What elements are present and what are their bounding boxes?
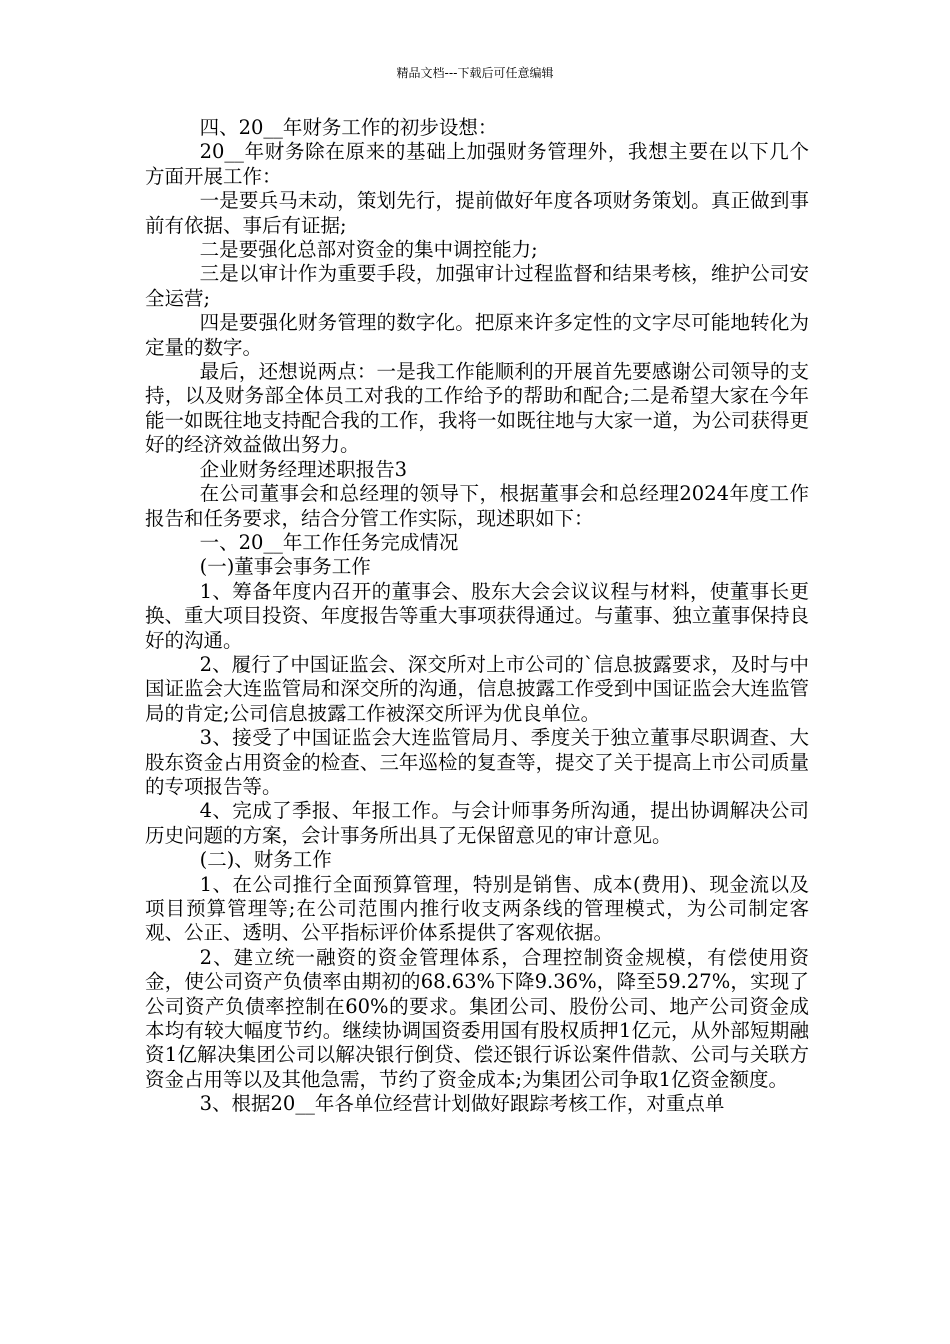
paragraph: 四、20__年财务工作的初步设想：	[199, 116, 498, 139]
paragraph: 2、建立统一融资的资金管理体系，合理控制资金规模，有偿使用资金，使公司资产负债率由期初的68.63%下降9.36%，降至59.27%，实现了公司资产负债率控制在60%的要求。集团公司、股份公司、地产公司资金成本均有较大幅度节约。继续协调国资委用国有股权质押1亿元，从外部短期融资1亿解决集团公司以解决银行倒贷、偿还银行诉讼案件借款、公司与关联方资金占用等以及其他急需，节约了资金成本;为集团公司争取1亿资金额度。	[145, 945, 809, 1091]
paragraph: 3、根据20__年各单位经营计划做好跟踪考核工作，对重点单	[199, 1092, 725, 1116]
paragraph: 在公司董事会和总经理的领导下，根据董事会和总经理2024年度工作报告和任务要求，结合分管工作实际，现述职如下：	[145, 482, 809, 530]
document-body	[145, 116, 809, 1117]
paragraph: 2、履行了中国证监会、深交所对上市公司的`信息披露要求，及时与中国证监会大连监管局和深交所的沟通，信息披露工作受到中国证监会大连监管局的肯定;公司信息披露工作被深交所评为优良单位。	[145, 652, 809, 725]
paragraph: 三是以审计作为重要手段，加强审计过程监督和结果考核，维护公司安全运营;	[145, 262, 809, 310]
paragraph: 四是要强化财务管理的数字化。把原来许多定性的文字尽可能地转化为定量的数字。	[145, 311, 809, 359]
heading: 一、20__年工作任务完成情况	[199, 530, 459, 554]
paragraph: 二是要强化总部对资金的集中调控能力;	[199, 238, 538, 262]
paragraph: 4、完成了季报、年报工作。与会计师事务所沟通，提出协调解决公司历史问题的方案，会计事务所出具了无保留意见的审计意见。	[145, 799, 809, 847]
page-header: 精品文档---下载后可任意编辑	[396, 66, 554, 80]
paragraph: 最后，还想说两点：一是我工作能顺利的开展首先要感谢公司领导的支持，以及财务部全体员工对我的工作给予的帮助和配合;二是希望大家在今年能一如既往地支持配合我的工作，我将一如既往地与大家一道，为公司获得更好的经济效益做出努力。	[145, 360, 809, 457]
section-title: 企业财务经理述职报告3	[199, 457, 408, 481]
subheading: (一)董事会事务工作	[199, 555, 371, 579]
paragraph: 3、接受了中国证监会大连监管局月、季度关于独立董事尽职调查、大股东资金占用资金的检查、三年巡检的复查等，提交了关于提高上市公司质量的专项报告等。	[145, 726, 809, 798]
paragraph: 一是要兵马未动，策划先行，提前做好年度各项财务策划。真正做到事前有依据、事后有证据;	[145, 189, 809, 237]
paragraph: 1、在公司推行全面预算管理，特别是销售、成本(费用)、现金流以及项目预算管理等;在公司范围内推行收支两条线的管理模式，为公司制定客观、公正、透明、公平指标评价体系提供了客观依据。	[145, 872, 809, 945]
subheading: (二)、财务工作	[199, 848, 332, 872]
paragraph: 20__年财务除在原来的基础上加强财务管理外，我想主要在以下几个方面开展工作：	[145, 140, 809, 188]
paragraph: 1、筹备年度内召开的董事会、股东大会会议议程与材料，使董事长更换、重大项目投资、年度报告等重大事项获得通过。与董事、独立董事保持良好的沟通。	[145, 579, 809, 652]
